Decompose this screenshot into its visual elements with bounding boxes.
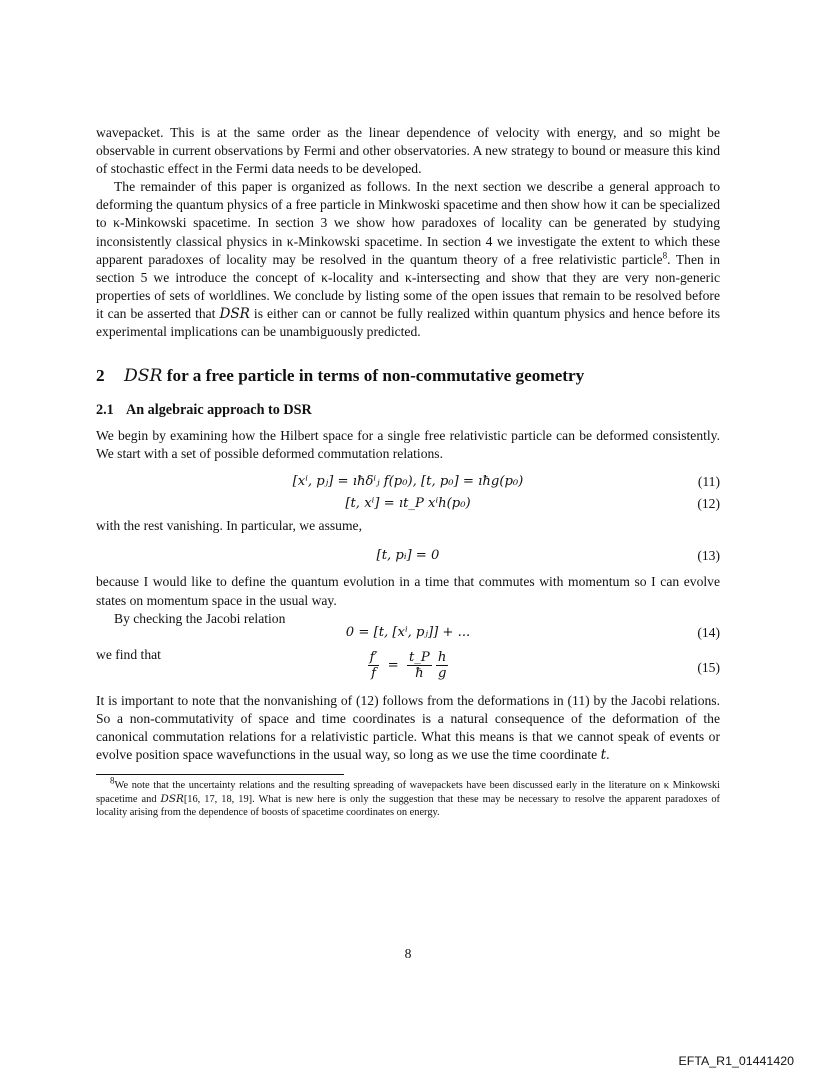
page-number: 8	[404, 946, 412, 961]
paragraph-quantum-evolution: because I would like to define the quantum evolution in a time that commutes with momentum so I can evolve states on momentum space in the usual way.	[96, 574, 720, 608]
dsr-symbol: DSR	[219, 305, 250, 322]
section-title-rest: for a free particle in terms of non-commutative geometry	[162, 366, 585, 386]
equation-14-number: (14)	[697, 624, 720, 640]
paragraph-rest-vanishing: with the rest vanishing. In particular, we assume,	[96, 518, 362, 534]
footnote-mark: 8	[110, 775, 115, 786]
subsection-heading	[96, 401, 720, 419]
fraction-numerator: f′	[369, 649, 378, 665]
equation-14	[96, 622, 720, 644]
section-title-dsr: DSR	[124, 366, 163, 387]
equation-12-number: (12)	[697, 496, 720, 512]
fraction-numerator: h	[437, 649, 447, 665]
noncommutativity-period: .	[606, 747, 610, 763]
equals-sign: =	[387, 657, 399, 673]
fraction-numerator: t_P	[408, 649, 430, 665]
fraction-h-over-g	[436, 650, 449, 681]
paper-body	[96, 124, 720, 819]
document-id-stamp: EFTA_R1_01441420	[678, 1054, 794, 1068]
footnote-8	[96, 775, 720, 819]
paragraph-we-find: we find that	[96, 646, 161, 662]
equation-11	[96, 471, 720, 493]
footnote-dsr-symbol: DSR	[160, 792, 184, 805]
equation-15-number: (15)	[697, 659, 720, 675]
footnote-divider	[96, 774, 344, 775]
fraction-f-prime-over-f	[368, 650, 380, 681]
equation-12-body: [t, xⁱ] = ıt_P xⁱh(p₀)	[345, 496, 471, 512]
time-symbol: t	[600, 747, 607, 764]
fraction-denominator: f	[371, 665, 376, 681]
equation-15	[96, 650, 720, 686]
outline-text-a: The remainder of this paper is organized as follows. In the next section we describe a general approach to deforming the quantum physics of a free particle in Minkwoski spacetime and then show how it can be specialized to κ-Minkowski spacetime. In section 3 we show how paradoxes of locality can be generated by studying inconsistently classical physics in κ-Minkowski spacetime. In section 4 we investigate the extent to which these apparent paradoxes of locality may be resolved in the quantum theory of a free relativistic particle	[96, 179, 720, 267]
paragraph-noncommutativity	[96, 692, 720, 764]
footnote-ref-8: 8	[662, 250, 668, 261]
fraction-denominator: g	[437, 665, 447, 681]
noncommutativity-text: It is important to note that the nonvanishing of (12) follows from the deformations in (11) by the Jacobi relations. So a non-commutativity of space and time coordinates is a natural consequence of the deformation of the canonical commutation relations for a relativistic particle. What this means is that we cannot speak of events or evolve position space wavefunctions in the usual way, so long as we use the time coordinate	[96, 692, 720, 763]
subsection-title: An algebraic approach to DSR	[126, 402, 312, 419]
equation-11-body: [xⁱ, pⱼ] = ıħδⁱⱼ f(p₀), [t, p₀] = ıħg(p₀)	[292, 474, 524, 490]
equation-15-body	[96, 650, 720, 681]
outline-text-b: . Then in section 5 we introduce the concept of κ-locality and κ-intersecting and show that they are very non-generic properties of sets of worldlines. We conclude by listing some of the open issues that remain to be resolved before it can be asserted that	[96, 251, 720, 321]
section-number: 2	[96, 366, 105, 386]
paragraph-wavepacket: wavepacket. This is at the same order as the linear dependence of velocity with energy, and so might be observable in current observations by Fermi and other observatories. A new strategy to bound or measure this kind of stochastic effect in the Fermi data needs to be developed.	[96, 125, 720, 177]
paragraph-hilbert-space: We begin by examining how the Hilbert space for a single free relativistic particle can be deformed consistently. We start with a set of possible deformed commutation relations.	[96, 428, 720, 462]
footnote-text-a: We note that the uncertainty relations and the resulting spreading of wavepackets have been discussed early in the literature on κ Minkowski spacetime and	[96, 780, 720, 805]
paragraph-outline	[96, 178, 720, 341]
equation-13-number: (13)	[697, 548, 720, 564]
equation-13	[96, 545, 720, 567]
outline-text-c: is either can or cannot be fully realized within quantum physics and hence before its experimental implications can be unambiguously predicted.	[96, 305, 720, 340]
equation-13-body: [t, pᵢ] = 0	[376, 548, 440, 564]
footnote-text-b: [16, 17, 18, 19]. What is new here is only the suggestion that these may be necessary to resolve the apparent paradoxes of locality arising from the dependence of boosts of spacetime coordinates on energy.	[96, 793, 720, 818]
equation-11-number: (11)	[697, 474, 720, 490]
paragraph-jacobi: By checking the Jacobi relation	[114, 610, 286, 626]
fraction-denominator: ħ	[415, 665, 424, 681]
equation-12	[96, 493, 720, 515]
section-heading	[96, 365, 720, 387]
fraction-tp-over-hbar	[407, 650, 432, 681]
equation-14-body: 0 = [t, [xⁱ, pⱼ]] + ...	[345, 624, 471, 640]
subsection-number: 2.1	[96, 402, 114, 419]
